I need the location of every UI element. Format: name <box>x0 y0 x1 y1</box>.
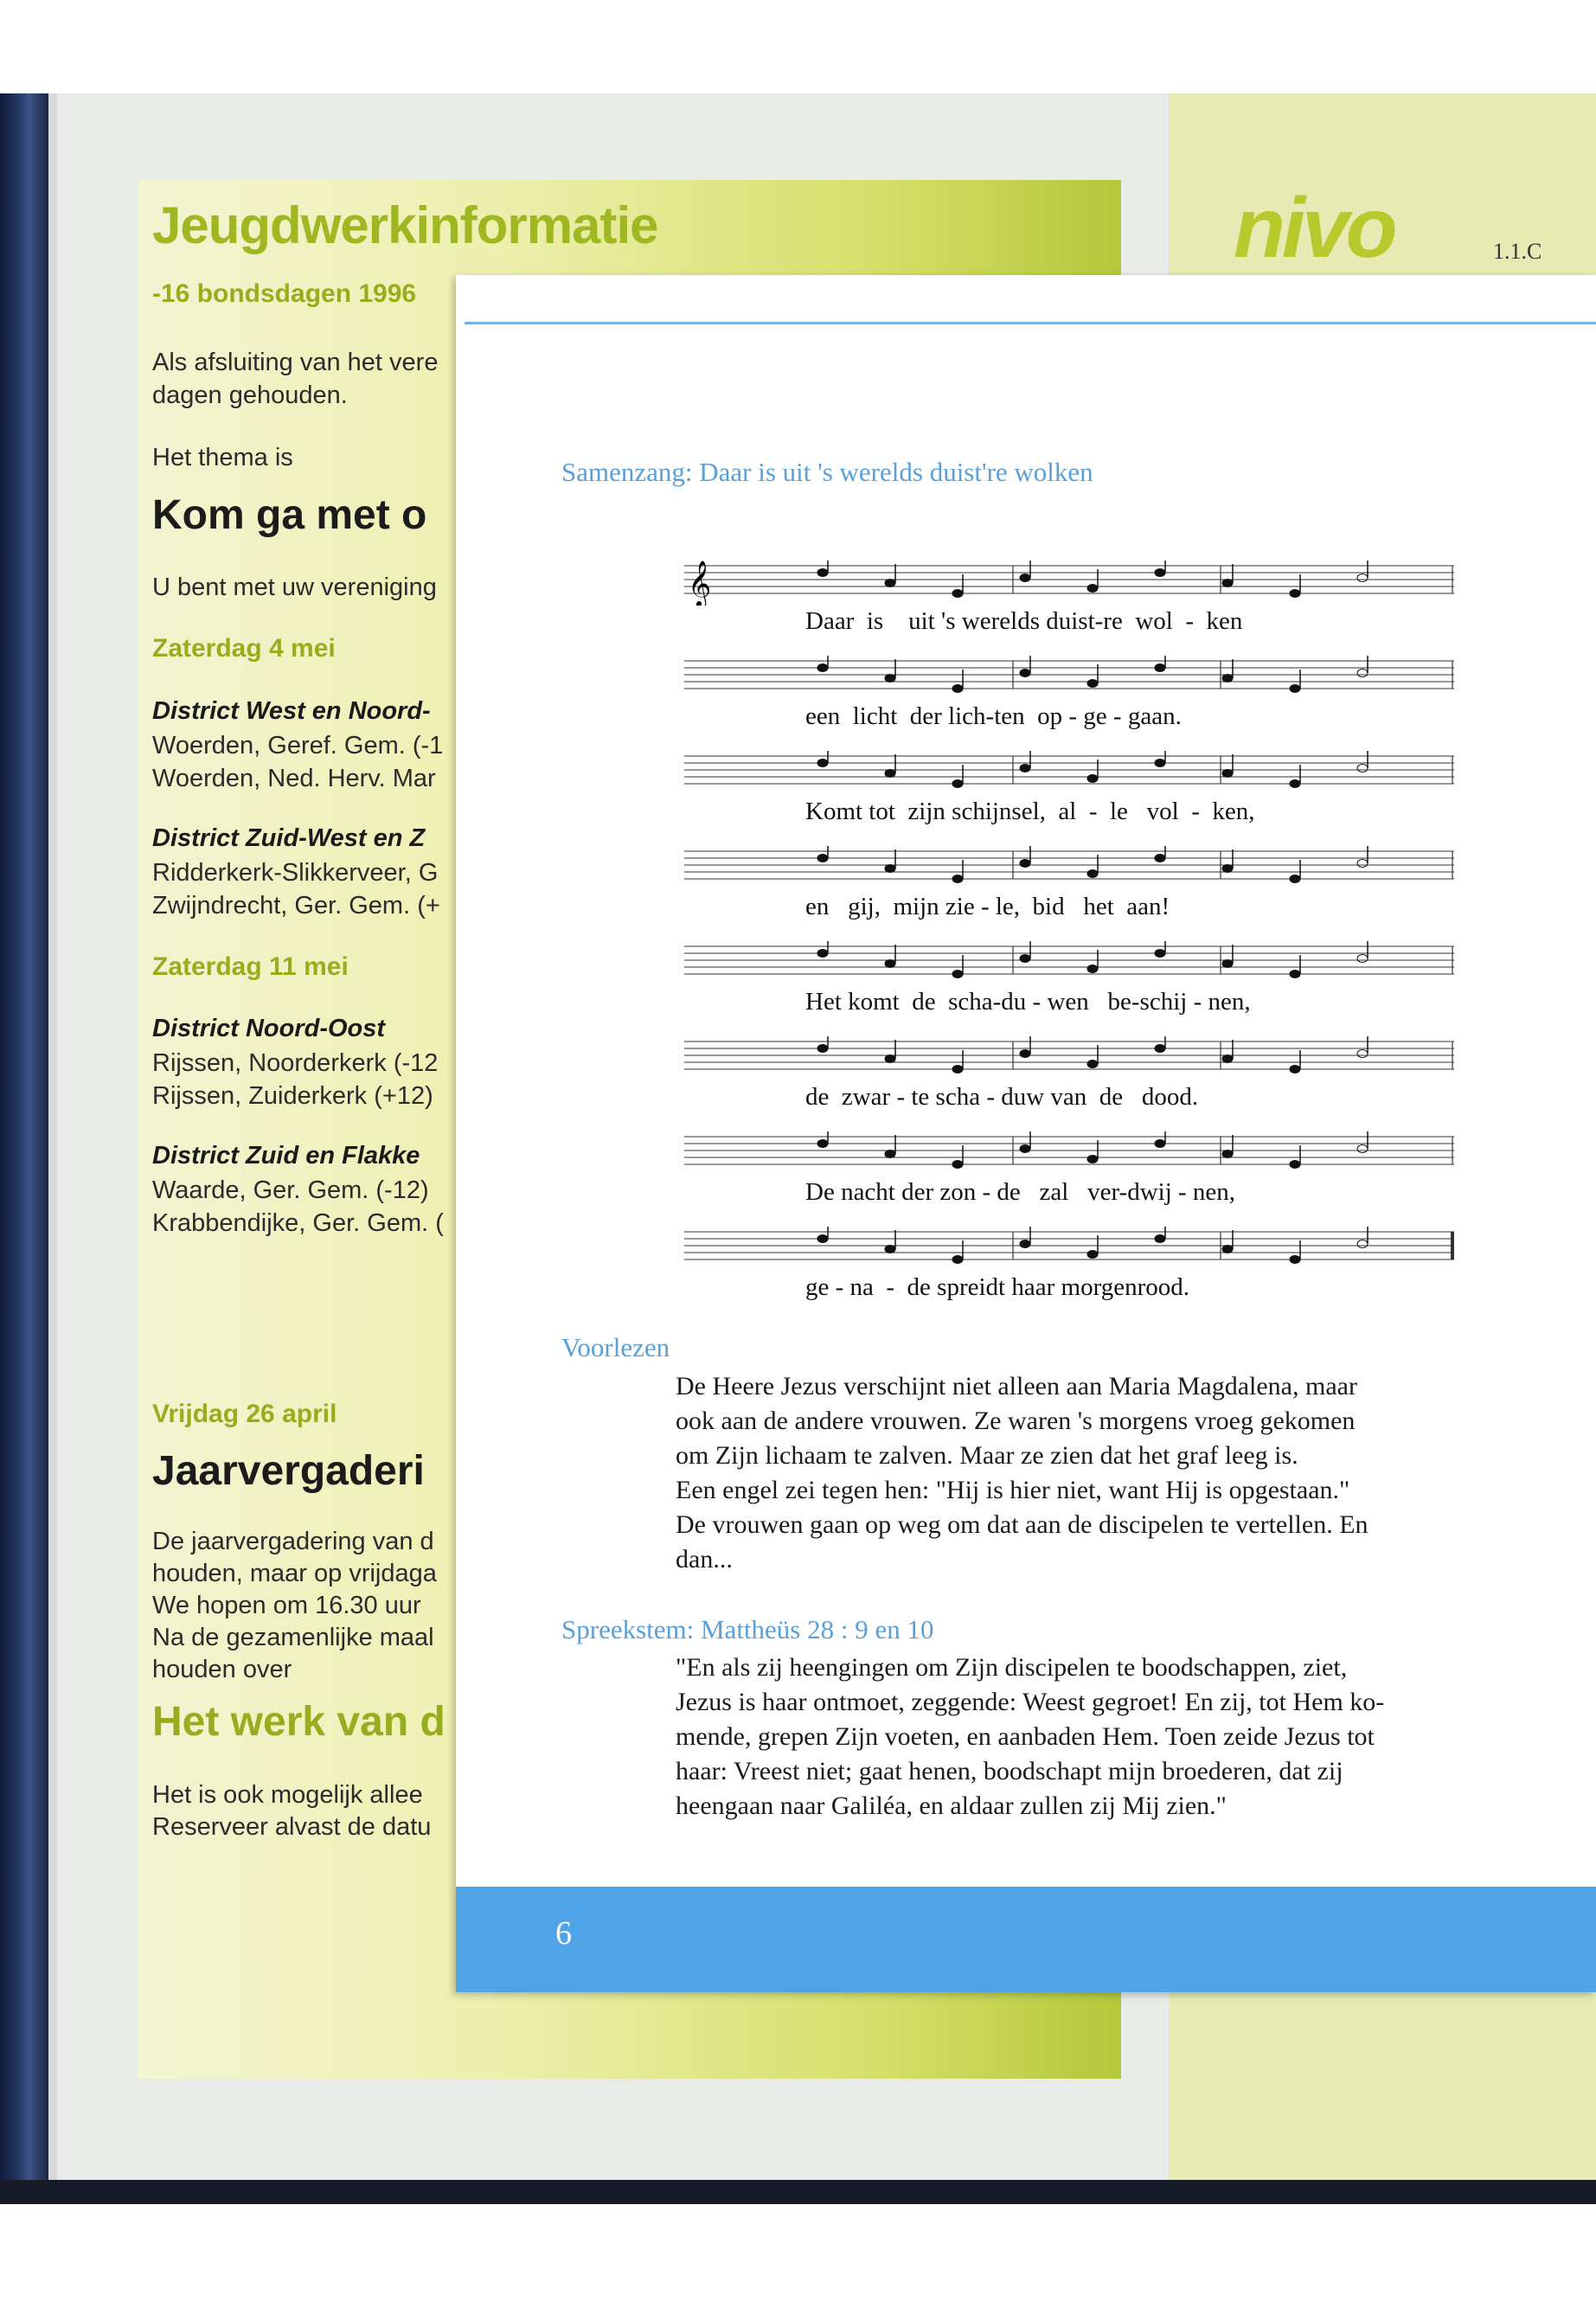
lyric-line: De nacht der zon - de zal ver-dwij - nen, <box>805 1178 1236 1206</box>
music-staff <box>684 846 1454 891</box>
invite-text: U bent met uw vereniging <box>152 574 437 601</box>
note-head <box>885 865 895 873</box>
staff-row <box>684 846 1454 941</box>
note-head <box>1087 1156 1098 1163</box>
note-head <box>1357 1240 1368 1248</box>
note-head <box>1155 664 1165 672</box>
date-heading-1: Zaterdag 4 mei <box>152 634 336 663</box>
voorlezen-line: om Zijn lichaam te zalven. Maar ze zien dat het graf leeg is. <box>676 1441 1298 1470</box>
lyric-line: en gij, mijn zie - le, bid het aan! <box>805 893 1170 920</box>
top-rule <box>465 322 1596 324</box>
scan-background-bottom <box>0 2204 1596 2301</box>
footer-bar <box>456 1887 1596 1992</box>
meeting-line-4: Na de gezamenlijke maal <box>152 1624 434 1651</box>
meeting-line-3: We hopen om 16.30 uur <box>152 1592 421 1619</box>
staff-row <box>684 1036 1454 1131</box>
note-head <box>817 569 828 577</box>
scan-bottom-shadow <box>0 2180 1596 2204</box>
theme-title: Kom ga met o <box>152 492 427 538</box>
note-head <box>1020 670 1030 677</box>
note-head <box>1222 1246 1233 1253</box>
district-3-line-2: Rijssen, Zuiderkerk (+12) <box>152 1082 433 1110</box>
note-head <box>1357 955 1368 963</box>
spreekstem-line: heengaan naar Galiléa, en aldaar zullen zij Mij zien." <box>676 1791 1227 1820</box>
spreekstem-line: haar: Vreest niet; gaat henen, boodschapt mijn broederen, dat zij <box>676 1757 1343 1785</box>
page-edge <box>48 93 57 2180</box>
note-head <box>1020 955 1030 963</box>
note-head <box>952 971 963 978</box>
note-head <box>1357 765 1368 772</box>
voorlezen-line: De vrouwen gaan op weg om dat aan de discipelen te vertellen. En <box>676 1510 1368 1539</box>
note-head <box>1222 675 1233 683</box>
district-name-3: District Noord-Oost <box>152 1015 386 1042</box>
note-head <box>885 1246 895 1253</box>
note-head <box>1020 1240 1030 1248</box>
work-line-2: Reserveer alvast de datu <box>152 1813 432 1841</box>
voorlezen-line: dan... <box>676 1545 733 1574</box>
meeting-title: Jaarvergaderi <box>152 1448 425 1494</box>
district-name-2: District Zuid-West en Z <box>152 824 426 852</box>
note-head <box>1155 950 1165 958</box>
intro-line-2: dagen gehouden. <box>152 381 348 409</box>
work-line-1: Het is ook mogelijk allee <box>152 1781 423 1809</box>
music-staff <box>684 561 1454 606</box>
spreekstem-line: Jezus is haar ontmoet, zeggende: Weest gegroet! En zij, tot Hem ko- <box>676 1688 1385 1716</box>
meeting-line-5: houden over <box>152 1656 292 1683</box>
lyric-line: de zwar - te scha - duw van de dood. <box>805 1083 1199 1111</box>
lyric-line: ge - na - de spreidt haar morgenrood. <box>805 1273 1189 1301</box>
note-head <box>952 685 963 693</box>
date-heading-2: Zaterdag 11 mei <box>152 952 349 981</box>
lyric-line: een licht der lich-ten op - ge - gaan. <box>805 702 1182 730</box>
note-head <box>952 1161 963 1169</box>
note-head <box>1155 1140 1165 1148</box>
note-head <box>1087 585 1098 593</box>
voorlezen-line: ook aan de andere vrouwen. Ze waren 's morgens vroeg gekomen <box>676 1407 1356 1435</box>
note-head <box>817 1235 828 1243</box>
note-head <box>1020 574 1030 582</box>
note-head <box>885 1150 895 1158</box>
district-3-line-1: Rijssen, Noorderkerk (-12 <box>152 1049 439 1077</box>
spreekstem-text <box>676 1650 1537 1823</box>
note-head <box>1290 685 1300 693</box>
staff-row <box>684 1227 1454 1322</box>
note-head <box>817 855 828 862</box>
lyric-line: Komt tot zijn schijnsel, al - le vol - ken, <box>805 798 1255 825</box>
note-head <box>1357 574 1368 582</box>
staff-row <box>684 656 1454 751</box>
voorlezen-text <box>676 1369 1537 1577</box>
note-head <box>1290 590 1300 598</box>
voorlezen-line: De Heere Jezus verschijnt niet alleen aan Maria Magdalena, maar <box>676 1372 1357 1400</box>
page-number: 6 <box>555 1915 572 1952</box>
note-head <box>1155 1045 1165 1053</box>
music-staff <box>684 751 1454 796</box>
district-1-line-1: Woerden, Geref. Gem. (-1 <box>152 732 444 760</box>
note-head <box>1290 971 1300 978</box>
district-name-1: District West en Noord- <box>152 697 431 725</box>
note-head <box>1087 775 1098 783</box>
nivo-logo: nivo <box>1234 180 1394 275</box>
meeting-line-1: De jaarvergadering van d <box>152 1528 434 1555</box>
note-head <box>1087 1251 1098 1259</box>
note-head <box>1222 1150 1233 1158</box>
note-head <box>885 770 895 778</box>
section-subtitle: -16 bondsdagen 1996 <box>152 279 417 308</box>
note-head <box>1290 1161 1300 1169</box>
district-2-line-2: Zwijndrecht, Ger. Gem. (+ <box>152 892 440 920</box>
samenzang-label: Samenzang: Daar is uit 's werelds duist're wolken <box>561 457 1093 487</box>
front-page <box>456 275 1596 1992</box>
note-head <box>1020 765 1030 772</box>
work-title: Het werk van d <box>152 1699 445 1745</box>
note-head <box>817 950 828 958</box>
note-head <box>1020 1050 1030 1058</box>
note-head <box>1087 680 1098 688</box>
note-head <box>1290 875 1300 883</box>
note-head <box>1222 1055 1233 1063</box>
note-head <box>885 1055 895 1063</box>
staff-row <box>684 561 1454 656</box>
voorlezen-line: Een engel zei tegen hen: "Hij is hier niet, want Hij is opgestaan." <box>676 1476 1350 1504</box>
staff-row <box>684 751 1454 846</box>
note-head <box>1357 670 1368 677</box>
district-2-line-1: Ridderkerk-Slikkerveer, G <box>152 859 439 887</box>
spreekstem-line: mende, grepen Zijn voeten, en aanbaden Hem. Toen zeide Jezus tot <box>676 1722 1375 1751</box>
section-title: Jeugdwerkinformatie <box>152 196 658 254</box>
staff-row <box>684 941 1454 1036</box>
binder-edge <box>0 93 48 2204</box>
district-1-line-2: Woerden, Ned. Herv. Mar <box>152 765 436 792</box>
note-head <box>952 1256 963 1264</box>
note-head <box>817 664 828 672</box>
district-name-4: District Zuid en Flakke <box>152 1142 420 1170</box>
treble-clef-icon: 𝄞 <box>688 561 712 606</box>
music-staff <box>684 941 1454 986</box>
spreekstem-line: "En als zij heengingen om Zijn discipelen te boodschappen, ziet, <box>676 1653 1348 1682</box>
note-head <box>885 580 895 587</box>
note-head <box>817 760 828 767</box>
note-head <box>952 780 963 788</box>
voorlezen-label: Voorlezen <box>561 1332 670 1362</box>
meeting-line-2: houden, maar op vrijdaga <box>152 1560 437 1587</box>
note-head <box>1357 1050 1368 1058</box>
intro-line-1: Als afsluiting van het vere <box>152 349 439 376</box>
note-head <box>1087 965 1098 973</box>
scan-background-top <box>0 0 1596 93</box>
district-4-line-1: Waarde, Ger. Gem. (-12) <box>152 1176 429 1204</box>
music-staff <box>684 1036 1454 1081</box>
lyric-line: Daar is uit 's werelds duist-re wol - ken <box>805 607 1243 635</box>
note-head <box>952 875 963 883</box>
lyric-line: Het komt de scha-du - wen be-schij - nen, <box>805 988 1251 1016</box>
note-head <box>817 1140 828 1148</box>
note-head <box>1222 960 1233 968</box>
sheet-music <box>684 561 1454 1322</box>
note-head <box>952 1066 963 1074</box>
note-head <box>1357 860 1368 868</box>
note-head <box>1290 1256 1300 1264</box>
note-head <box>885 675 895 683</box>
music-staff <box>684 1227 1454 1272</box>
note-head <box>1155 1235 1165 1243</box>
note-head <box>1290 1066 1300 1074</box>
note-head <box>1087 1061 1098 1068</box>
note-head <box>1290 780 1300 788</box>
note-head <box>817 1045 828 1053</box>
music-staff <box>684 656 1454 701</box>
note-head <box>1155 855 1165 862</box>
note-head <box>1020 860 1030 868</box>
note-head <box>1020 1145 1030 1153</box>
note-head <box>885 960 895 968</box>
note-head <box>1357 1145 1368 1153</box>
note-head <box>1155 569 1165 577</box>
spreekstem-label: Spreekstem: Mattheüs 28 : 9 en 10 <box>561 1614 934 1644</box>
date-heading-3: Vrijdag 26 april <box>152 1400 337 1428</box>
theme-intro: Het thema is <box>152 444 293 471</box>
note-head <box>1222 770 1233 778</box>
note-head <box>1222 580 1233 587</box>
staff-row <box>684 1131 1454 1227</box>
logo-suffix: 1.1.C <box>1493 239 1542 264</box>
note-head <box>952 590 963 598</box>
note-head <box>1155 760 1165 767</box>
district-4-line-2: Krabbendijke, Ger. Gem. ( <box>152 1209 444 1237</box>
note-head <box>1087 870 1098 878</box>
note-head <box>1222 865 1233 873</box>
music-staff <box>684 1131 1454 1176</box>
